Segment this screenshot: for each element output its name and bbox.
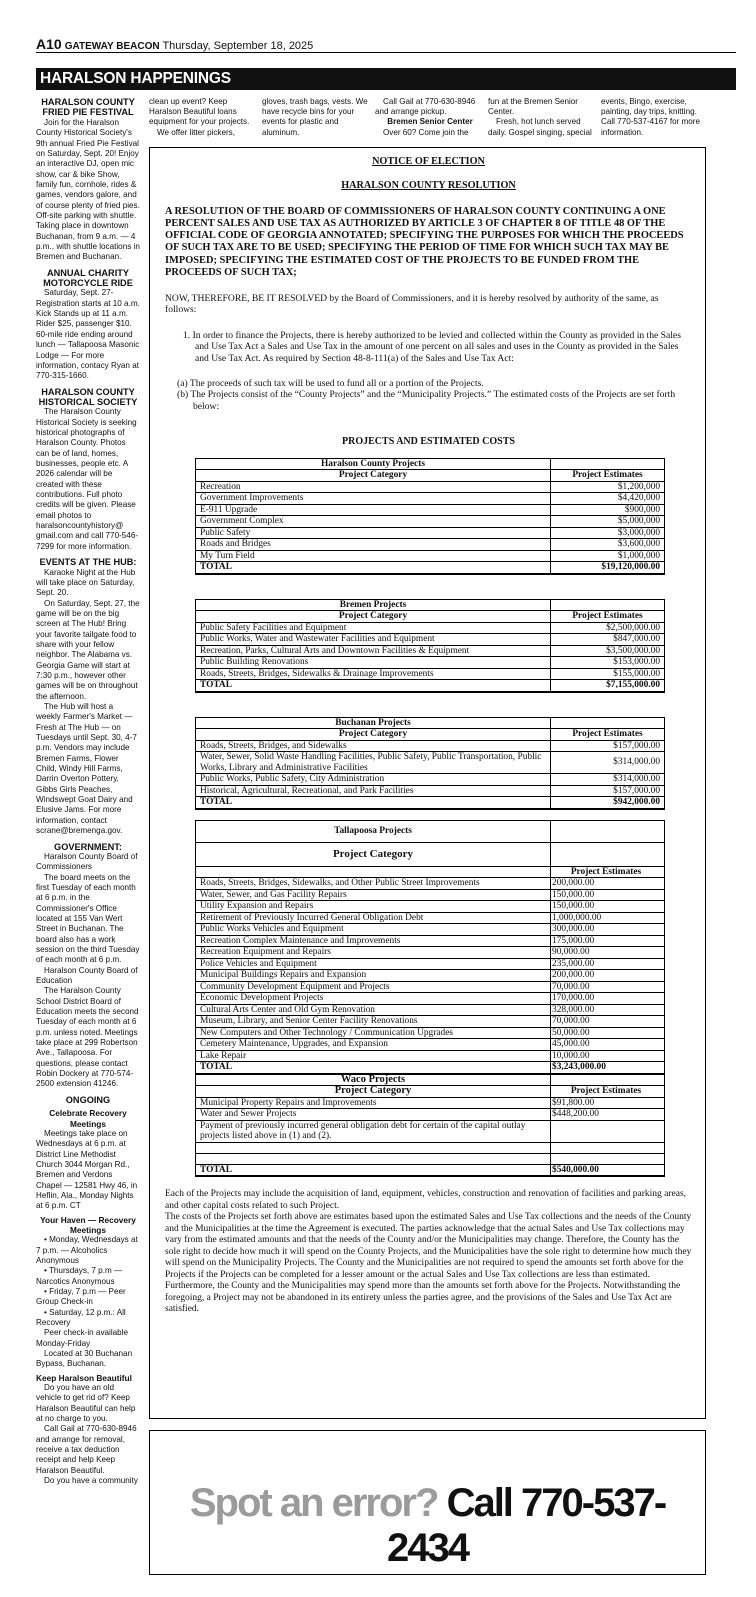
events-hub-p3: The Hub will host a weekly Farmer's Market — Fresh at The Hub — on Tuesdays until Sept. 30, 4-7 p.m. Vendors may include Bremen Farms, Flower Child, Windy Hill Farms, Darrin Overton Pottery, Gibbs Girls Peaches, Windswept Goat Dairy and Elusive Jams. For more information, contact scrane@bremenga.gov. (36, 702, 137, 836)
total-value: $19,120,000.00 (551, 562, 665, 574)
page-folio (36, 36, 313, 52)
total-label: TOTAL (196, 1062, 551, 1074)
project-category-cell: Cemetery Maintenance, Upgrades, and Expansion (196, 1039, 551, 1051)
table-title: Waco Projects (196, 1074, 551, 1086)
column-header: Project Category (196, 729, 551, 741)
project-estimate-cell: $314,000.00 (551, 752, 665, 774)
column-header: Project Estimates (551, 729, 665, 741)
fried-pie-heading: HARALSON COUNTY FRIED PIE FESTIVAL (41, 97, 135, 118)
events-hub-heading: EVENTS AT THE HUB: (39, 557, 137, 568)
table-row (196, 958, 665, 970)
project-category-cell: Utility Expansion and Repairs (196, 901, 551, 913)
column-header: Project Category (196, 842, 551, 866)
top-column-1 (149, 97, 259, 138)
project-estimate-cell: $153,000.00 (551, 657, 665, 669)
top-column-1-a: clean up event? Keep Haralson Beautiful loans equipment for your projects. (149, 97, 250, 127)
project-category-cell: Public Building Renovations (196, 657, 551, 669)
table-row (196, 774, 665, 786)
page-number: A10 (36, 36, 62, 52)
item-b-text: (b) The Projects consist of the “County Projects” and the “Municipality Projects.” The estimated costs of the Projects are set forth below: (177, 389, 676, 412)
ongoing-p6: Do you have a community (44, 1476, 138, 1486)
project-category-cell: Roads, Streets, Bridges, Sidewalks & Drainage Improvements (196, 668, 551, 680)
project-category-cell: New Computers and Other Technology / Communication Upgrades (196, 1027, 551, 1039)
table-title: Tallapoosa Projects (196, 820, 551, 842)
project-category-cell: E-911 Upgrade (196, 504, 551, 516)
item-a-text: (a) The proceeds of such tax will be used to fund all or a portion of the Projects. (177, 378, 484, 390)
footer-text (165, 1189, 692, 1316)
table-title: Bremen Projects (196, 599, 551, 611)
project-category-cell: Government Improvements (196, 493, 551, 505)
table-row (196, 912, 665, 924)
total-value: $942,000.00 (551, 797, 665, 809)
project-category-cell: Public Safety (196, 527, 551, 539)
table-row (196, 947, 665, 959)
column-header: Project Estimates (551, 470, 665, 482)
ongoing-p1: Meetings take place on Wednesdays at 6 p.m. at District Line Methodist Church 3044 Morgan Rd., Bremen and Verdons Chapel — 12581 Hwy 46, in Heflin, Ala., Monday Nights at 6 p.m. CT (36, 1128, 138, 1211)
total-label: TOTAL (196, 680, 551, 692)
left-column (36, 97, 140, 1486)
project-category-cell: Water and Sewer Projects (196, 1109, 551, 1121)
project-category-cell: Water, Sewer, Solid Waste Handling Facilities, Public Safety, Public Transportation, Public Works, Library and Administrative Facilities (196, 752, 551, 774)
your-haven-heading: Your Haven — Recovery Meetings (40, 1214, 136, 1235)
section-banner: HARALSON HAPPENINGS (36, 68, 736, 90)
project-estimate-cell: $4,420,000 (551, 493, 665, 505)
table-row (196, 516, 665, 528)
column-header: Project Category (196, 611, 551, 623)
column-header: Project Estimates (551, 1086, 665, 1098)
table-title: Haralson County Projects (196, 458, 551, 470)
project-category-cell: Water, Sewer, and Gas Facility Repairs (196, 889, 551, 901)
table-row (196, 1050, 665, 1062)
government-heading: GOVERNMENT: (54, 841, 122, 852)
table-title: Buchanan Projects (196, 717, 551, 729)
costs-heading: PROJECTS AND ESTIMATED COSTS (342, 436, 515, 448)
total-label: TOTAL (196, 562, 551, 574)
publication-date: Thursday, September 18, 2025 (162, 40, 314, 52)
fried-pie-text: Join for the Haralson County Historical Society's 9th annual Fried Pie Festival on Saturday, Sept. 20! Enjoy an interactive DJ, open mic show, car & bike Show, family fun, cornhole, rides & games, vendors galore, and of course plenty of fried pies. Off-site parking with shuttle. Taking place in downtown Buchanan, from 9 a.m. — 4 p.m., with shuttle locations in Bremen and Buchanan. (36, 117, 140, 262)
table-row (196, 1027, 665, 1039)
table-row (196, 785, 665, 797)
project-category-cell: Roads, Streets, Bridges, Sidewalks, and Other Public Street Improvements (196, 878, 551, 890)
folio-rule (36, 52, 736, 53)
table-row (196, 740, 665, 752)
project-category-cell: Payment of previously incurred general obligation debt for certain of the capital outlay projects listed above in (1) and (2). (196, 1120, 551, 1142)
project-estimate-cell: $847,000.00 (551, 634, 665, 646)
spot-error-text (150, 1481, 705, 1571)
project-estimate-cell: 70,000.00 (551, 1016, 665, 1028)
project-category-cell: Public Works, Public Safety, City Administration (196, 774, 551, 786)
ongoing-p5: Call Gail at 770-630-8946 and arrange for removal, receive a tax deduction receipt and help Keep Haralson Beautiful. (36, 1424, 137, 1475)
total-label: TOTAL (196, 797, 551, 809)
project-estimate-cell: 300,000.00 (551, 924, 665, 936)
top-column-2 (262, 97, 372, 138)
publication-name: GATEWAY BEACON (64, 41, 160, 52)
project-category-cell: Recreation, Parks, Cultural Arts and Downtown Facilities & Equipment (196, 645, 551, 657)
project-category-cell: Museum, Library, and Senior Center Facility Renovations (196, 1016, 551, 1028)
item-1-text: 1. In order to finance the Projects, there is hereby authorized to be levied and collected within the County as provided in the Sales and Use Tax Act a Sales and Use Tax in the amount of one percent on all sales and uses in the County as provided in the Sales and Use Tax Act. As required by Section 48-8-111(a) of the Sales and Use Tax Act: (183, 329, 681, 364)
ongoing-p2: Peer check-in available Monday-Friday (36, 1328, 129, 1348)
project-category-cell: Public Safety Facilities and Equipment (196, 622, 551, 634)
project-category-cell: Police Vehicles and Equipment (196, 958, 551, 970)
project-category-cell: Municipal Buildings Repairs and Expansion (196, 970, 551, 982)
spot-error-phone: Call 770-537-2434 (387, 1481, 666, 1570)
events-hub-p2: On Saturday, Sept. 27, the game will be on the big screen at The Hub! Bring your favorite tailgate food to share with your fellow neighbor. The Alabama vs. Georgia Game will start at 7:30 p.m., however other games will be on throughout the afternoon. (36, 598, 140, 701)
ongoing-b2: • Thursdays, 7 p.m — Narcotics Anonymous (36, 1266, 123, 1286)
footer-p2: The costs of the Projects set forth above are estimates based upon the estimated Sales and Use Tax collections and the needs of the County and the Municipalities at the time the Agreement is executed. The parties acknowledge that the actual Sales and Use Tax collections may vary from the estimated amounts and that the needs of the County and/or the Municipalities may change. Therefore, the County has the sole right to decide how much it will spend on the County Projects, and the Municipalities have the sole right to determine how much they will spend on the Municipality Projects. The County and the Municipalities are not required to spend the amounts set forth above for the Projects if the Projects can be completed for a lesser amount or the actual Sales and Use Tax collections are less than estimated. Furthermore, the County and the Municipalities may spend more than the amounts set forth above for the Projects. Notwithstanding the foregoing, a Project may not be abandoned in its entirety unless the parties agree, and the provisions of the Sales and Use Tax Act are satisfied. (165, 1212, 692, 1315)
bremen-projects-table (195, 599, 665, 693)
government-p1: Haralson County Board of Commissioners (36, 851, 138, 872)
project-category-cell: Municipal Property Repairs and Improvements (196, 1097, 551, 1109)
resolution-title: HARALSON COUNTY RESOLUTION (341, 180, 516, 192)
project-estimate-cell: 235,000.00 (551, 958, 665, 970)
table-row (196, 634, 665, 646)
resolution-text: A RESOLUTION OF THE BOARD OF COMMISSIONERS OF HARALSON COUNTY CONTINUING A ONE PERCENT SALES AND USE TAX AS AUTHORIZED BY ARTICLE 3 OF CHAPTER 8 OF TITLE 48 OF THE OFFICIAL CODE OF GEORGIA ANNOTATED; SPECIFYING THE PURPOSES FOR WHICH THE PROCEEDS OF SUCH TAX ARE TO BE USED; SPECIFYING THE PERIOD OF TIME FOR WHICH SUCH TAX MAY BE IMPOSED; SPECIFYING THE ESTIMATED COST OF THE PROJECTS TO BE FUNDED FROM THE PROCEEDS OF SUCH TAX; (165, 205, 684, 278)
ongoing-b3: • Friday, 7 p.m — Peer Group Check-in (36, 1286, 126, 1307)
project-estimate-cell: 170,000.00 (551, 993, 665, 1005)
table-row (196, 622, 665, 634)
spot-error-box (149, 1430, 706, 1575)
notice-title: NOTICE OF ELECTION (372, 156, 485, 167)
top-column-3-a: Call Gail at 770-630-8946 and arrange pickup. (375, 97, 476, 117)
total-value: $3,243,000.00 (551, 1062, 665, 1074)
table-row (196, 935, 665, 947)
table-row (196, 889, 665, 901)
top-column-2-a: gloves, trash bags, vests. We have recycle bins for your events for plastic and aluminum. (262, 97, 368, 137)
project-estimate-cell: $448,200.00 (551, 1109, 665, 1121)
project-estimate-cell: $157,000.00 (551, 740, 665, 752)
table-row (196, 901, 665, 913)
project-estimate-cell: $155,000.00 (551, 668, 665, 680)
column-header: Project Estimates (551, 866, 665, 878)
now-therefore-text: NOW, THEREFORE, BE IT RESOLVED by the Board of Commissioners, and it is hereby resolved by authority of the same, as follows: (165, 293, 659, 316)
project-estimate-cell: $91,800.00 (551, 1097, 665, 1109)
project-estimate-cell: 200,000.00 (551, 970, 665, 982)
bremen-rows (196, 622, 665, 680)
project-estimate-cell: $3,500,000.00 (551, 645, 665, 657)
table-row (196, 1109, 665, 1121)
project-estimate-cell: 45,000.00 (551, 1039, 665, 1051)
project-category-cell: Retirement of Previously Incurred General Obligation Debt (196, 912, 551, 924)
project-category-cell: Government Complex (196, 516, 551, 528)
tallapoosa-projects-table (195, 820, 665, 1178)
table-row (196, 878, 665, 890)
table-row (196, 527, 665, 539)
charity-ride-text: Saturday, Sept. 27- Registration starts at 10 a.m. Kick Stands up at 11 a.m. Rider $25, passenger $10. 60-mile ride ending around lunch — Tallapoosa Masonic Lodge — For more information, contacy Ryan at 770-315-1660. (36, 288, 140, 381)
project-estimate-cell: $900,000 (551, 504, 665, 516)
keep-haralson-beautiful-heading: Keep Haralson Beautiful (36, 1372, 132, 1383)
waco-rows (196, 1097, 665, 1142)
events-hub-p1: Karaoke Night at the Hub will take place on Saturday, Sept. 20. (36, 567, 136, 598)
project-estimate-cell: 70,000.00 (551, 981, 665, 993)
buchanan-rows (196, 740, 665, 797)
footer-p1: Each of the Projects may include the acquisition of land, equipment, vehicles, construction and renovation of facilities and parking areas, and other capital costs related to such Project. (165, 1189, 687, 1211)
project-estimate-cell: $3,600,000 (551, 539, 665, 551)
historical-society-text: The Haralson County Historical Society is seeking historical photographs of Haralson County. Photos can be of land, homes, businesses, people etc. A 2026 calendar will be created with these contributions. Full photo credits will be given. Please email photos to haralsoncountyhistory@ gmail.com and call 770-546-7299 for more information. (36, 407, 139, 551)
table-row (196, 981, 665, 993)
project-estimate-cell: 10,000.00 (551, 1050, 665, 1062)
project-estimate-cell: $5,000,000 (551, 516, 665, 528)
buchanan-projects-table (195, 717, 665, 810)
table-row (196, 970, 665, 982)
table-row (196, 550, 665, 562)
project-category-cell: Cultural Arts Center and Old Gym Renovation (196, 1004, 551, 1016)
project-category-cell: Economic Development Projects (196, 993, 551, 1005)
project-estimate-cell: 1,000,000.00 (551, 912, 665, 924)
project-estimate-cell: 50,000.00 (551, 1027, 665, 1039)
project-estimate-cell: $3,000,000 (551, 527, 665, 539)
table-row (196, 504, 665, 516)
total-label: TOTAL (196, 1164, 551, 1176)
project-category-cell: Recreation Complex Maintenance and Improvements (196, 935, 551, 947)
column-header: Project Category (196, 1086, 551, 1098)
top-column-1-b: We offer litter pickers, (157, 127, 235, 137)
haralson-projects-table (195, 458, 665, 575)
project-estimate-cell: 328,000.00 (551, 1004, 665, 1016)
project-estimate-cell: $157,000.00 (551, 785, 665, 797)
project-estimate-cell (551, 1120, 665, 1142)
project-category-cell: Public Works, Water and Wastewater Facilities and Equipment (196, 634, 551, 646)
project-estimate-cell: $1,000,000 (551, 550, 665, 562)
ongoing-b1: • Monday, Wednesdays at 7 p.m. — Alcoholics Anonymous (36, 1235, 138, 1265)
total-value: $540,000.00 (551, 1164, 665, 1176)
project-category-cell: Recreation Equipment and Repairs (196, 947, 551, 959)
top-column-5-a: events, Bingo, exercise, painting, day trips, knitting. Call 770-537-4167 for more information. (601, 97, 700, 137)
total-value: $7,155,000.00 (551, 680, 665, 692)
government-p3: Haralson County Board of Education (36, 965, 138, 986)
project-category-cell: Roads, Streets, Bridges, and Sidewalks (196, 740, 551, 752)
project-estimate-cell: 150,000.00 (551, 901, 665, 913)
project-category-cell: Lake Repair (196, 1050, 551, 1062)
project-category-cell: My Turn Field (196, 550, 551, 562)
table-row (196, 993, 665, 1005)
top-column-4-b: Fresh, hot lunch served daily. Gospel singing, special (488, 117, 592, 137)
table-row (196, 1097, 665, 1109)
table-row (196, 645, 665, 657)
government-p4: The Haralson County School District Board of Education meets the second Tuesday of each month at 6 p.m. unless noted. Meetings take place at 299 Robertson Ave., Tallapoosa. For questions, please contact Robin Dockery at 770-574-2500 extension 41246. (36, 986, 139, 1089)
project-estimate-cell: 175,000.00 (551, 935, 665, 947)
top-column-4-a: fun at the Bremen Senior Center. (488, 97, 578, 117)
spot-error-label: Spot an error? (189, 1481, 438, 1525)
table-row (196, 493, 665, 505)
top-column-4 (488, 97, 598, 138)
ongoing-p4: Do you have an old vehicle to get rid of? Keep Haralson Beautiful can help at no charge to you. (36, 1382, 136, 1423)
column-header: Project Category (196, 470, 551, 482)
project-category-cell: Community Development Equipment and Projects (196, 981, 551, 993)
charity-ride-heading: ANNUAL CHARITY MOTORCYCLE RIDE (43, 267, 133, 289)
project-category-cell: Roads and Bridges (196, 539, 551, 551)
top-column-3-b: Over 60? Come join the (383, 127, 469, 137)
historical-society-heading: HARALSON COUNTY HISTORICAL SOCIETY (38, 386, 138, 407)
table-row (196, 1016, 665, 1028)
tallapoosa-rows (196, 878, 665, 1062)
bremen-senior-center-heading: Bremen Senior Center (387, 117, 473, 127)
top-column-5 (601, 97, 711, 138)
haralson-rows (196, 481, 665, 562)
project-estimate-cell: 90,000.00 (551, 947, 665, 959)
table-row (196, 1039, 665, 1051)
celebrate-recovery-heading: Celebrate Recovery Meetings (49, 1108, 127, 1129)
project-category-cell: Public Works Vehicles and Equipment (196, 924, 551, 936)
table-row (196, 1120, 665, 1142)
table-row (196, 924, 665, 936)
ongoing-heading: ONGOING (65, 1094, 111, 1105)
table-row (196, 668, 665, 680)
project-category-cell: Historical, Agricultural, Recreational, and Park Facilities (196, 785, 551, 797)
column-header: Project Estimates (551, 611, 665, 623)
project-category-cell: Recreation (196, 481, 551, 493)
election-notice (149, 147, 706, 1419)
project-estimate-cell: 150,000.00 (551, 889, 665, 901)
project-estimate-cell: $1,200,000 (551, 481, 665, 493)
project-estimate-cell: 200,000.00 (551, 878, 665, 890)
table-row (196, 752, 665, 774)
top-column-3 (375, 97, 485, 138)
ongoing-b4: • Saturday, 12 p.m.: All Recovery (36, 1307, 126, 1327)
project-estimate-cell: $2,500,000.00 (551, 622, 665, 634)
project-estimate-cell: $314,000.00 (551, 774, 665, 786)
table-row (196, 481, 665, 493)
table-row (196, 539, 665, 551)
ongoing-p3: Located at 30 Buchanan Bypass, Buchanan. (36, 1348, 133, 1369)
table-row (196, 657, 665, 669)
government-p2: The board meets on the first Tuesday of each month at 6 p.m. in the Commissioner's Office located at 155 Van Wert Street in Buchanan. The board also has a work session on the third Tuesday of each month at 6 p.m. (36, 872, 140, 965)
table-row (196, 1004, 665, 1016)
